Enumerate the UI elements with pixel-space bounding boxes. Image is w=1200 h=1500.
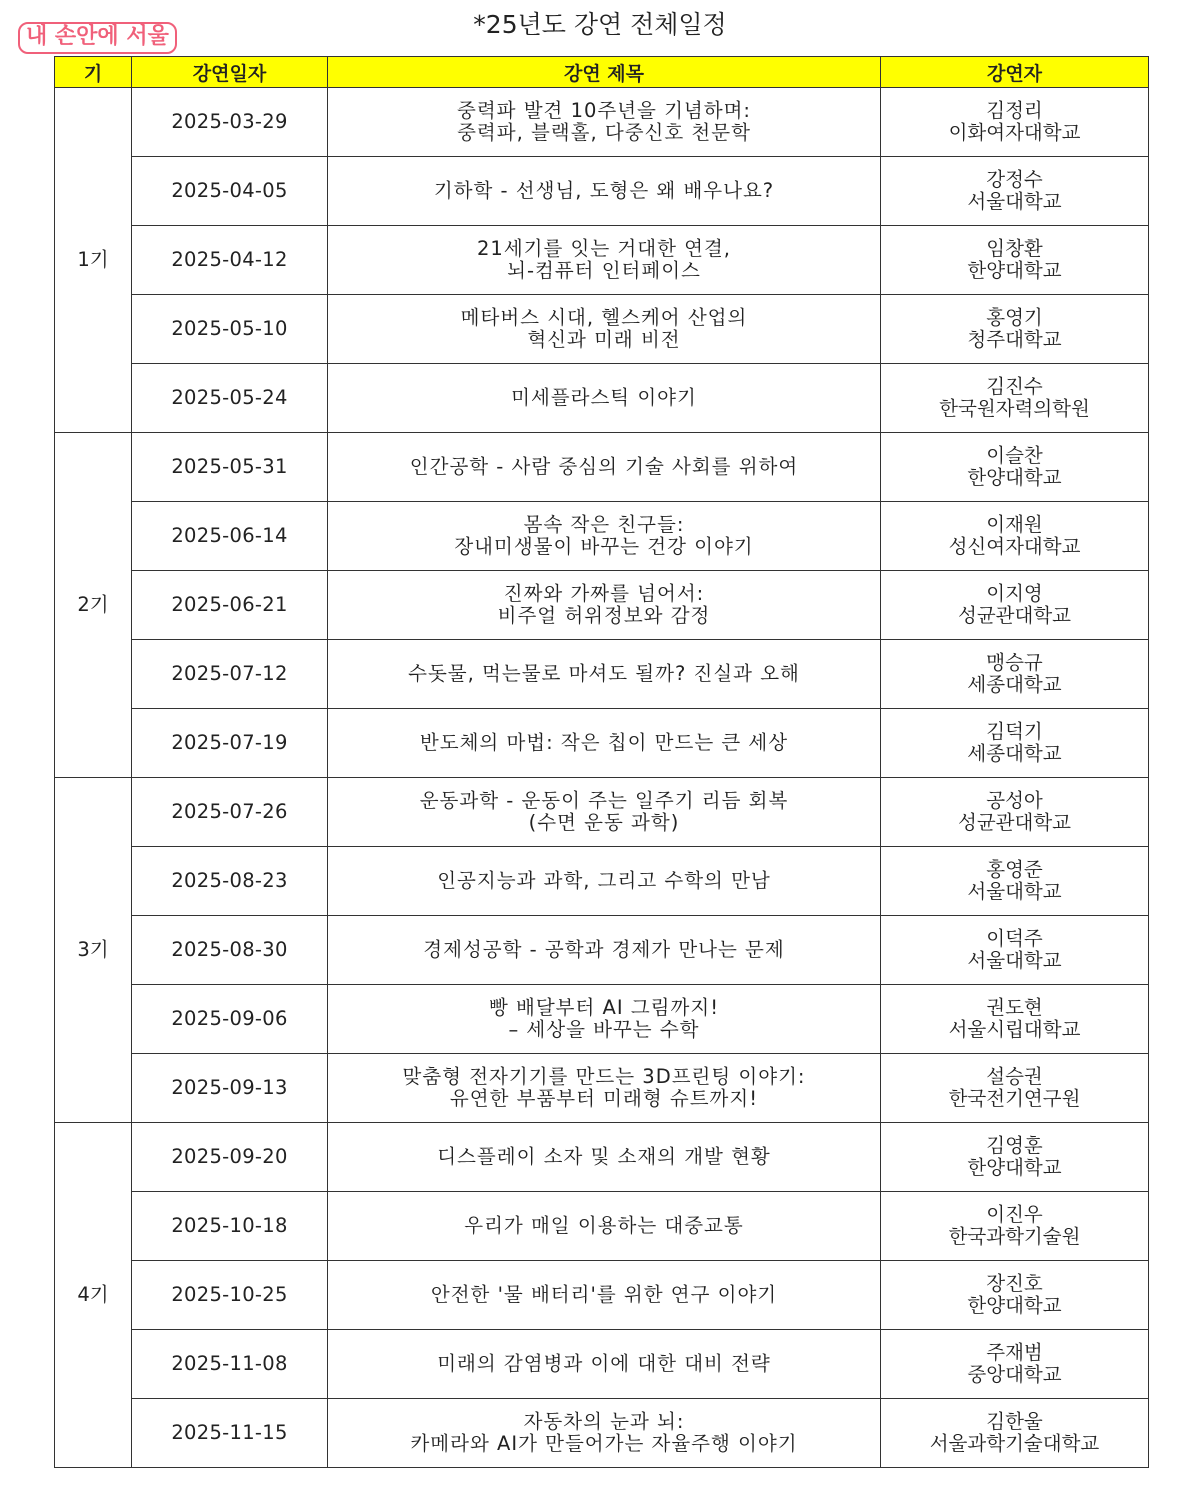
speaker-name: 이덕주 bbox=[986, 927, 1043, 950]
lecture-date: 2025-07-19 bbox=[132, 709, 328, 778]
watermark-logo: 내 손안에 서울 bbox=[18, 22, 177, 54]
table-row bbox=[55, 1054, 1149, 1123]
lecture-title-line: 중력파, 블랙홀, 다중신호 천문학 bbox=[457, 121, 751, 144]
lecture-date: 2025-06-21 bbox=[132, 571, 328, 640]
speaker-name: 맹승규 bbox=[986, 651, 1043, 674]
term-label: 1기 bbox=[55, 88, 132, 433]
speaker-affiliation: 서울대학교 bbox=[967, 880, 1062, 903]
table-row bbox=[55, 571, 1149, 640]
table-row bbox=[55, 433, 1149, 502]
lecture-title-line: 몸속 작은 친구들: bbox=[523, 513, 685, 536]
speaker-affiliation: 이화여자대학교 bbox=[948, 121, 1081, 144]
lecture-date: 2025-05-24 bbox=[132, 364, 328, 433]
lecture-title-line: 맞춤형 전자기기를 만드는 3D프린팅 이야기: bbox=[402, 1065, 806, 1088]
lecture-date: 2025-09-06 bbox=[132, 985, 328, 1054]
lecture-title-line: 비주얼 허위정보와 감정 bbox=[497, 604, 711, 627]
lecture-title-line: 우리가 매일 이용하는 대중교통 bbox=[464, 1214, 744, 1237]
lecture-title-line: 중력파 발견 10주년을 기념하며: bbox=[456, 99, 752, 122]
lecture-title-line: 뇌-컴퓨터 인터페이스 bbox=[507, 259, 701, 282]
lecture-title bbox=[328, 295, 881, 364]
table-row bbox=[55, 985, 1149, 1054]
lecture-title bbox=[328, 985, 881, 1054]
speaker-name: 주재범 bbox=[986, 1341, 1043, 1364]
table-row bbox=[55, 916, 1149, 985]
header-term: 기 bbox=[55, 57, 132, 88]
table-row bbox=[55, 364, 1149, 433]
speaker-name: 설승권 bbox=[986, 1065, 1043, 1088]
lecture-title bbox=[328, 157, 881, 226]
lecture-speaker bbox=[881, 1192, 1149, 1261]
speaker-name: 김정리 bbox=[986, 99, 1043, 122]
lecture-title-line: 경제성공학 - 공학과 경제가 만나는 문제 bbox=[423, 938, 785, 961]
lecture-title bbox=[328, 1261, 881, 1330]
lecture-speaker bbox=[881, 1054, 1149, 1123]
speaker-name: 임창환 bbox=[986, 237, 1043, 260]
speaker-affiliation: 서울대학교 bbox=[967, 949, 1062, 972]
lecture-title-line: 기하학 - 선생님, 도형은 왜 배우나요? bbox=[433, 179, 775, 202]
lecture-title-line: 21세기를 잇는 거대한 연결, bbox=[477, 237, 731, 260]
lecture-date: 2025-03-29 bbox=[132, 88, 328, 157]
lecture-speaker bbox=[881, 1399, 1149, 1468]
lecture-title bbox=[328, 640, 881, 709]
speaker-name: 홍영준 bbox=[986, 858, 1043, 881]
lecture-title bbox=[328, 1054, 881, 1123]
lecture-date: 2025-08-30 bbox=[132, 916, 328, 985]
lecture-speaker bbox=[881, 88, 1149, 157]
lecture-title bbox=[328, 1123, 881, 1192]
table-row bbox=[55, 847, 1149, 916]
lecture-title-line: 카메라와 AI가 만들어가는 자율주행 이야기 bbox=[410, 1432, 798, 1455]
speaker-name: 이진우 bbox=[986, 1203, 1043, 1226]
table-row bbox=[55, 709, 1149, 778]
lecture-speaker bbox=[881, 847, 1149, 916]
lecture-title bbox=[328, 1399, 881, 1468]
table-row bbox=[55, 226, 1149, 295]
lecture-speaker bbox=[881, 916, 1149, 985]
speaker-name: 권도현 bbox=[986, 996, 1043, 1019]
lecture-speaker bbox=[881, 571, 1149, 640]
lecture-title-line: 수돗물, 먹는물로 마셔도 될까? 진실과 오해 bbox=[408, 662, 800, 685]
speaker-affiliation: 한국과학기술원 bbox=[948, 1225, 1081, 1248]
table-row bbox=[55, 1192, 1149, 1261]
lecture-speaker bbox=[881, 433, 1149, 502]
lecture-speaker bbox=[881, 295, 1149, 364]
lecture-title-line: 운동과학 - 운동이 주는 일주기 리듬 회복 bbox=[419, 789, 789, 812]
lecture-speaker bbox=[881, 1261, 1149, 1330]
lecture-date: 2025-04-05 bbox=[132, 157, 328, 226]
lecture-title-line: 진짜와 가짜를 넘어서: bbox=[503, 582, 705, 605]
speaker-affiliation: 한국전기연구원 bbox=[948, 1087, 1081, 1110]
term-label: 2기 bbox=[55, 433, 132, 778]
table-row bbox=[55, 778, 1149, 847]
lecture-date: 2025-07-12 bbox=[132, 640, 328, 709]
lecture-date: 2025-08-23 bbox=[132, 847, 328, 916]
table-row bbox=[55, 1330, 1149, 1399]
header-speaker: 강연자 bbox=[881, 57, 1149, 88]
speaker-affiliation: 한국원자력의학원 bbox=[939, 397, 1090, 420]
lecture-date: 2025-04-12 bbox=[132, 226, 328, 295]
lecture-title bbox=[328, 709, 881, 778]
speaker-name: 홍영기 bbox=[986, 306, 1043, 329]
lecture-date: 2025-09-13 bbox=[132, 1054, 328, 1123]
speaker-name: 이슬찬 bbox=[986, 444, 1043, 467]
lecture-title bbox=[328, 1330, 881, 1399]
speaker-name: 이재원 bbox=[986, 513, 1043, 536]
table-row bbox=[55, 1261, 1149, 1330]
lecture-title-line: 빵 배달부터 AI 그림까지! bbox=[488, 996, 720, 1019]
lecture-title bbox=[328, 778, 881, 847]
table-row bbox=[55, 88, 1149, 157]
lecture-title bbox=[328, 433, 881, 502]
speaker-name: 이지영 bbox=[986, 582, 1043, 605]
table-row bbox=[55, 1123, 1149, 1192]
lecture-title-line: 혁신과 미래 비전 bbox=[527, 328, 681, 351]
term-label: 4기 bbox=[55, 1123, 132, 1468]
lecture-speaker bbox=[881, 985, 1149, 1054]
speaker-name: 김진수 bbox=[986, 375, 1043, 398]
speaker-affiliation: 성균관대학교 bbox=[957, 811, 1072, 834]
speaker-affiliation: 성신여자대학교 bbox=[948, 535, 1081, 558]
lecture-date: 2025-09-20 bbox=[132, 1123, 328, 1192]
speaker-affiliation: 중앙대학교 bbox=[967, 1363, 1062, 1386]
lecture-speaker bbox=[881, 226, 1149, 295]
table-row bbox=[55, 502, 1149, 571]
lecture-title-line: 반도체의 마법: 작은 칩이 만드는 큰 세상 bbox=[419, 731, 789, 754]
lecture-title-line: 미세플라스틱 이야기 bbox=[511, 386, 697, 409]
lecture-title bbox=[328, 916, 881, 985]
lecture-speaker bbox=[881, 640, 1149, 709]
speaker-affiliation: 서울대학교 bbox=[967, 190, 1062, 213]
speaker-affiliation: 청주대학교 bbox=[967, 328, 1062, 351]
lecture-date: 2025-11-08 bbox=[132, 1330, 328, 1399]
speaker-name: 장진호 bbox=[986, 1272, 1043, 1295]
lecture-title bbox=[328, 571, 881, 640]
lecture-title-line: 유연한 부품부터 미래형 슈트까지! bbox=[449, 1087, 759, 1110]
lecture-title-line: 자동차의 눈과 뇌: bbox=[523, 1410, 685, 1433]
table-row bbox=[55, 157, 1149, 226]
lecture-date: 2025-05-31 bbox=[132, 433, 328, 502]
term-label: 3기 bbox=[55, 778, 132, 1123]
speaker-affiliation: 한양대학교 bbox=[967, 1156, 1062, 1179]
speaker-name: 김한울 bbox=[986, 1410, 1043, 1433]
lecture-date: 2025-07-26 bbox=[132, 778, 328, 847]
lecture-speaker bbox=[881, 364, 1149, 433]
lecture-title-line: 디스플레이 소자 및 소재의 개발 현황 bbox=[437, 1145, 771, 1168]
lecture-date: 2025-10-25 bbox=[132, 1261, 328, 1330]
lecture-speaker bbox=[881, 778, 1149, 847]
lecture-title-line: – 세상을 바꾸는 수학 bbox=[508, 1018, 700, 1041]
speaker-name: 김영훈 bbox=[986, 1134, 1043, 1157]
lecture-speaker bbox=[881, 709, 1149, 778]
speaker-name: 김덕기 bbox=[986, 720, 1043, 743]
table-row bbox=[55, 295, 1149, 364]
table-row bbox=[55, 640, 1149, 709]
lecture-title-line: 메타버스 시대, 헬스케어 산업의 bbox=[460, 306, 748, 329]
lecture-title-line: 미래의 감염병과 이에 대한 대비 전략 bbox=[437, 1352, 771, 1375]
lecture-speaker bbox=[881, 1330, 1149, 1399]
speaker-name: 공성아 bbox=[986, 789, 1043, 812]
header-date: 강연일자 bbox=[132, 57, 328, 88]
lecture-date: 2025-05-10 bbox=[132, 295, 328, 364]
speaker-affiliation: 세종대학교 bbox=[967, 673, 1062, 696]
lecture-date: 2025-10-18 bbox=[132, 1192, 328, 1261]
speaker-affiliation: 성균관대학교 bbox=[957, 604, 1072, 627]
lecture-date: 2025-11-15 bbox=[132, 1399, 328, 1468]
table-row bbox=[55, 1399, 1149, 1468]
speaker-affiliation: 세종대학교 bbox=[967, 742, 1062, 765]
lecture-title bbox=[328, 364, 881, 433]
speaker-affiliation: 서울과학기술대학교 bbox=[929, 1432, 1100, 1455]
lecture-title bbox=[328, 226, 881, 295]
speaker-affiliation: 한양대학교 bbox=[967, 1294, 1062, 1317]
lecture-speaker bbox=[881, 157, 1149, 226]
lecture-title bbox=[328, 1192, 881, 1261]
speaker-affiliation: 서울시립대학교 bbox=[948, 1018, 1081, 1041]
schedule-table bbox=[54, 56, 1149, 1468]
lecture-title-line: 장내미생물이 바꾸는 건강 이야기 bbox=[454, 535, 754, 558]
header-row bbox=[55, 57, 1149, 88]
header-topic: 강연 제목 bbox=[328, 57, 881, 88]
lecture-date: 2025-06-14 bbox=[132, 502, 328, 571]
speaker-affiliation: 한양대학교 bbox=[967, 466, 1062, 489]
lecture-title-line: (수면 운동 과학) bbox=[528, 811, 680, 834]
lecture-speaker bbox=[881, 502, 1149, 571]
lecture-title-line: 인간공학 - 사람 중심의 기술 사회를 위하여 bbox=[409, 455, 799, 478]
lecture-title bbox=[328, 502, 881, 571]
lecture-title bbox=[328, 847, 881, 916]
lecture-title-line: 안전한 '물 배터리'를 위한 연구 이야기 bbox=[430, 1283, 778, 1306]
page-title: *25년도 강연 전체일정 bbox=[473, 10, 727, 39]
lecture-title-line: 인공지능과 과학, 그리고 수학의 만남 bbox=[437, 869, 771, 892]
speaker-name: 강정수 bbox=[986, 168, 1043, 191]
lecture-title bbox=[328, 88, 881, 157]
schedule-body bbox=[55, 88, 1149, 1468]
speaker-affiliation: 한양대학교 bbox=[967, 259, 1062, 282]
lecture-speaker bbox=[881, 1123, 1149, 1192]
